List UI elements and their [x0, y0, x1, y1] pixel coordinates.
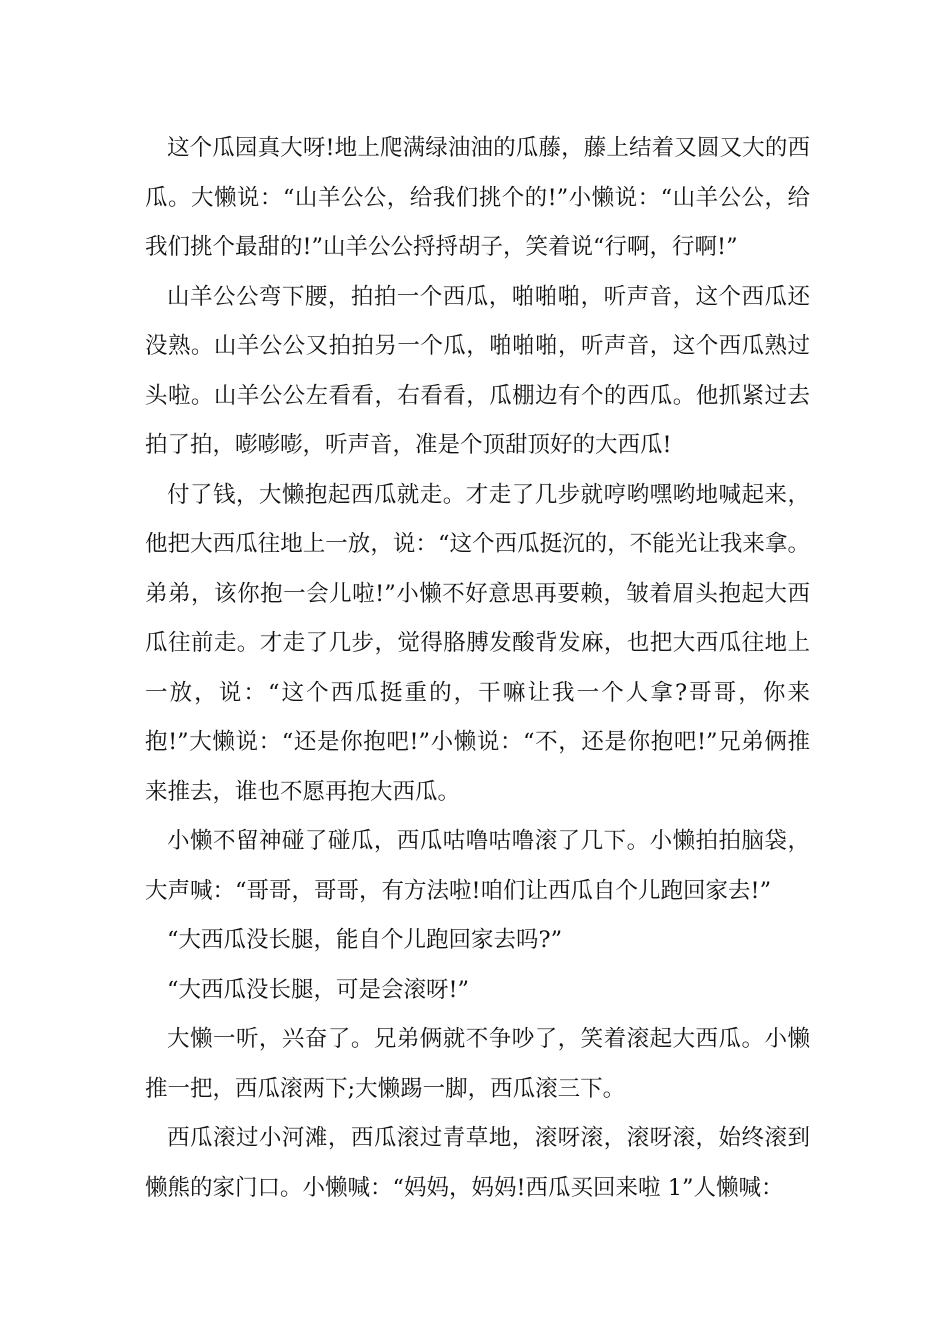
story-text	[145, 124, 810, 1213]
paragraph-7: 大懒一听，兴奋了。兄弟俩就不争吵了，笑着滚起大西瓜。小懒推一把，西瓜滚两下;大懒踢一脚，西瓜滚三下。	[145, 1026, 810, 1102]
paragraph-4: 小懒不留神碰了碰瓜，西瓜咕噜咕噜滚了几下。小懒拍拍脑袋，大声喊：“哥哥，哥哥，有方法啦!咱们让西瓜自个儿跑回家去!”	[145, 828, 810, 904]
paragraph-5: “大西瓜没长腿，能自个儿跑回家去吗?”	[167, 927, 563, 953]
paragraph-6: “大西瓜没长腿，可是会滚呀!”	[167, 976, 470, 1003]
paragraph-3: 付了钱，大懒抱起西瓜就走。才走了几步就哼哟嘿哟地喊起来，他把大西瓜往地上一放，说：“这个西瓜挺沉的，不能光让我来拿。弟弟，该你抱一会儿啦!”小懒不好意思再要赖，皱着眉头抱起大西瓜往前走。才走了几步，觉得胳膊发酸背发麻，也把大西瓜往地上一放，说：“这个西瓜挺重的，干嘛让我一个人拿?哥哥，你来抱!”大懒说：“还是你抱吧!”小懒说：“不，还是你抱吧!”兄弟俩推来推去，谁也不愿再抱大西瓜。	[145, 481, 810, 805]
paragraph-8: 西瓜滚过小河滩，西瓜滚过青草地，滚呀滚，滚呀滚，始终滚到懒熊的家门口。小懒喊：“妈妈，妈妈!西瓜买回来啦 1”人懒喊：	[145, 1125, 810, 1201]
paragraph-1: 这个瓜园真大呀!地上爬满绿油油的瓜藤，藤上结着又圆又大的西瓜。大懒说：“山羊公公，给我们挑个的!”小懒说：“山羊公公，给我们挑个最甜的!”山羊公公捋捋胡子，笑着说“行啊，行啊!”	[145, 135, 810, 260]
paragraph-2: 山羊公公弯下腰，拍拍一个西瓜，啪啪啪，听声音，这个西瓜还没熟。山羊公公又拍拍另一个瓜，啪啪啪，听声音，这个西瓜熟过头啦。山羊公公左看看，右看看，瓜棚边有个的西瓜。他抓紧过去拍了拍，嘭嘭嘭，听声音，准是个顶甜顶好的大西瓜!	[145, 283, 810, 458]
